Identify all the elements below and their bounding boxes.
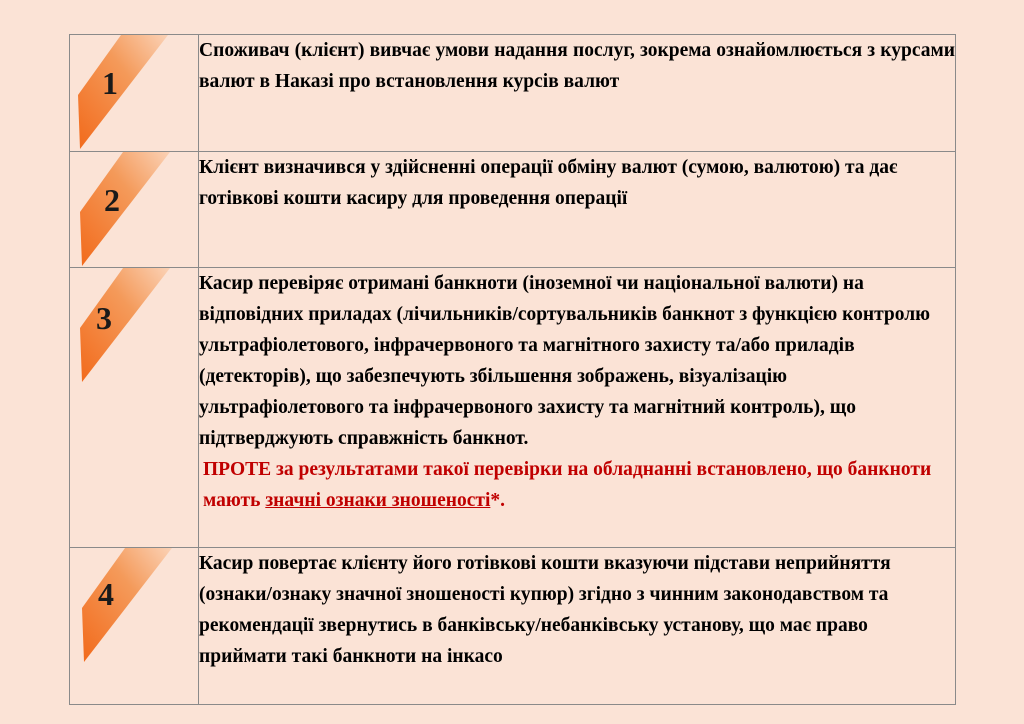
step-number: 1: [102, 65, 118, 101]
warning-note: [199, 454, 955, 516]
step-badge-3: [78, 268, 174, 384]
warning-underlined: значні ознаки зношеності: [265, 490, 491, 511]
step-text: Касир перевіряє отримані банкноти (іноземної чи національної валюти) на відповідних приладах (лічильників/сортувальників банкнот з функцією контролю ультрафіолетового, інфрачервоного та магнітного захисту та/або приладів (детекторів), що забезпечують збільшення зображень, візуалізацію ультрафіолетового та інфрачервоного захисту та магнітний контроль), що підтверджують справжність банкнот.: [199, 273, 931, 449]
step-badge-cell: [70, 268, 199, 548]
arrow-ribbon-icon: [76, 35, 172, 151]
step-text: Споживач (клієнт) вивчає умови надання послуг, зокрема ознайомлюється з курсами валют в Наказі про встановлення курсів валют: [199, 35, 956, 152]
step-text: Касир повертає клієнту його готівкові кошти вказуючи підстави неприйняття (ознаки/ознаку значної зношеності купюр) згідно з чинним законодавством та рекомендації звернутись в банківську/небанківську установу, що має право приймати такі банкноти на інкасо: [199, 548, 956, 705]
steps-table: [69, 34, 956, 705]
step-badge-cell: [70, 35, 199, 152]
step-badge-cell: [70, 548, 199, 705]
arrow-ribbon-icon: [80, 548, 176, 664]
step-row-1: [70, 35, 956, 152]
step-text-cell: [199, 268, 956, 548]
step-number: 4: [98, 576, 114, 612]
step-row-3: [70, 268, 956, 548]
step-row-2: [70, 152, 956, 268]
step-badge-2: [78, 152, 174, 268]
warning-text: ПРОТЕ за результатами такої перевірки на обладнанні встановлено, що банкноти мають: [203, 459, 932, 511]
arrow-ribbon-icon: [78, 268, 174, 384]
step-badge-4: [80, 548, 176, 664]
step-row-4: [70, 548, 956, 705]
warning-asterisk: *.: [490, 490, 505, 511]
step-number: 2: [104, 182, 120, 218]
step-badge-cell: [70, 152, 199, 268]
step-number: 3: [96, 300, 112, 336]
step-text: Клієнт визначився у здійсненні операції обміну валют (сумою, валютою) та дає готівкові кошти касиру для проведення операції: [199, 152, 956, 268]
arrow-ribbon-icon: [78, 152, 174, 268]
step-badge-1: [76, 35, 172, 151]
